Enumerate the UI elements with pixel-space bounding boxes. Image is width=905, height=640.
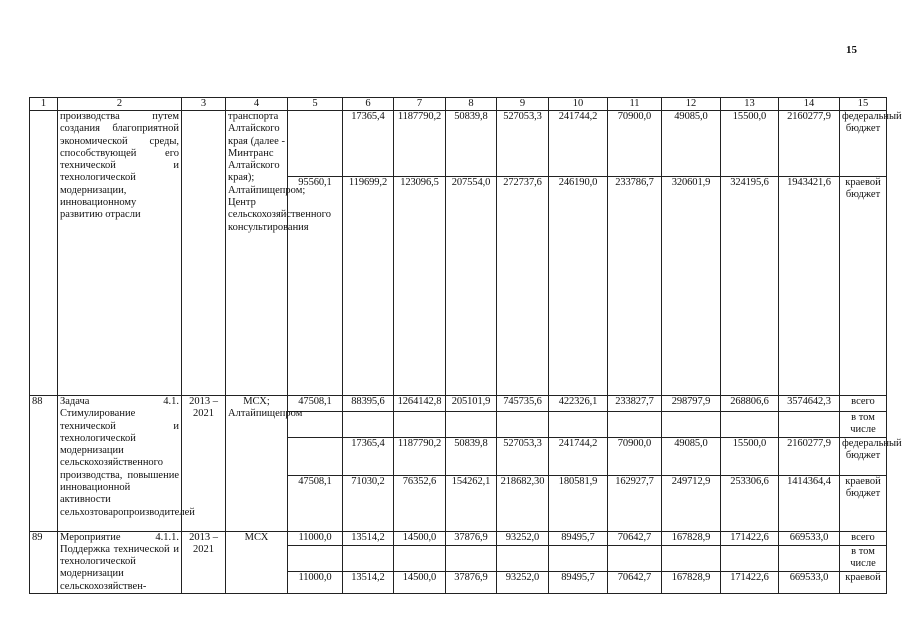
value-cell xyxy=(779,545,840,571)
source-cell: всего xyxy=(840,396,887,412)
header-cell: 11 xyxy=(608,98,662,111)
value-cell: 11000,0 xyxy=(288,571,343,593)
value-cell xyxy=(721,412,779,438)
value-cell xyxy=(779,412,840,438)
source-cell: федеральный бюджет xyxy=(840,437,887,475)
header-cell: 15 xyxy=(840,98,887,111)
value-cell: 1943421,6 xyxy=(779,177,840,396)
value-cell: 1187790,2 xyxy=(394,111,446,177)
value-cell: 527053,3 xyxy=(497,437,549,475)
value-cell: 123096,5 xyxy=(394,177,446,396)
value-cell: 205101,9 xyxy=(446,396,497,412)
value-cell: 298797,9 xyxy=(662,396,721,412)
value-cell: 669533,0 xyxy=(779,531,840,545)
value-cell: 119699,2 xyxy=(343,177,394,396)
value-cell: 76352,6 xyxy=(394,475,446,531)
value-cell: 17365,4 xyxy=(343,111,394,177)
value-cell: 50839,8 xyxy=(446,437,497,475)
value-cell: 218682,30 xyxy=(497,475,549,531)
value-cell: 95560,1 xyxy=(288,177,343,396)
value-cell xyxy=(446,412,497,438)
executor-cell: МСХ; Алтайпищепром xyxy=(226,396,288,532)
value-cell: 13514,2 xyxy=(343,571,394,593)
value-cell: 37876,9 xyxy=(446,531,497,545)
value-cell: 246190,0 xyxy=(549,177,608,396)
value-cell: 154262,1 xyxy=(446,475,497,531)
value-cell: 14500,0 xyxy=(394,571,446,593)
value-cell xyxy=(446,545,497,571)
row-number-cell: 88 xyxy=(30,396,58,532)
value-cell: 233786,7 xyxy=(608,177,662,396)
value-cell: 49085,0 xyxy=(662,437,721,475)
source-cell: в том числе xyxy=(840,412,887,438)
budget-table xyxy=(29,97,902,594)
value-cell: 88395,6 xyxy=(343,396,394,412)
header-cell: 4 xyxy=(226,98,288,111)
value-cell xyxy=(343,412,394,438)
row-number-cell xyxy=(30,111,58,396)
value-cell xyxy=(394,412,446,438)
value-cell: 11000,0 xyxy=(288,531,343,545)
value-cell xyxy=(549,545,608,571)
value-cell xyxy=(549,412,608,438)
table-row xyxy=(30,396,887,412)
value-cell: 15500,0 xyxy=(721,437,779,475)
header-cell: 6 xyxy=(343,98,394,111)
table-row xyxy=(30,111,887,177)
executor-cell: транспорта Алтайского края (далее - Минтранс Алтайского края); Алтайпищепром; Центр сельскохозяйственного консультирования xyxy=(226,111,288,396)
header-cell: 14 xyxy=(779,98,840,111)
value-cell: 2160277,9 xyxy=(779,437,840,475)
value-cell: 171422,6 xyxy=(721,571,779,593)
value-cell: 167828,9 xyxy=(662,571,721,593)
value-cell: 93252,0 xyxy=(497,571,549,593)
header-cell: 7 xyxy=(394,98,446,111)
header-cell: 3 xyxy=(182,98,226,111)
source-cell: федеральный бюджет xyxy=(840,111,887,177)
header-cell: 8 xyxy=(446,98,497,111)
value-cell: 233827,7 xyxy=(608,396,662,412)
value-cell: 37876,9 xyxy=(446,571,497,593)
header-cell: 13 xyxy=(721,98,779,111)
value-cell: 527053,3 xyxy=(497,111,549,177)
value-cell: 13514,2 xyxy=(343,531,394,545)
value-cell: 2160277,9 xyxy=(779,111,840,177)
value-cell: 241744,2 xyxy=(549,111,608,177)
period-cell xyxy=(182,111,226,396)
value-cell xyxy=(497,412,549,438)
description-cell: Мероприятие 4.1.1. Поддержка технической и технологической модернизации сельскохозяйствен- xyxy=(58,531,182,593)
header-cell: 9 xyxy=(497,98,549,111)
value-cell xyxy=(288,545,343,571)
source-cell: всего xyxy=(840,531,887,545)
value-cell: 272737,6 xyxy=(497,177,549,396)
value-cell xyxy=(608,412,662,438)
value-cell xyxy=(343,545,394,571)
value-cell: 162927,7 xyxy=(608,475,662,531)
value-cell xyxy=(288,437,343,475)
description-cell: производства путем создания благоприятной экономической среды, способствующей его технической и технологической модернизации, инновационному развитию отрасли xyxy=(58,111,182,396)
value-cell: 1414364,4 xyxy=(779,475,840,531)
value-cell: 71030,2 xyxy=(343,475,394,531)
row-number-cell: 89 xyxy=(30,531,58,593)
value-cell xyxy=(662,545,721,571)
header-cell: 5 xyxy=(288,98,343,111)
value-cell: 745735,6 xyxy=(497,396,549,412)
value-cell xyxy=(662,412,721,438)
value-cell: 70900,0 xyxy=(608,111,662,177)
value-cell xyxy=(497,545,549,571)
header-cell: 10 xyxy=(549,98,608,111)
value-cell: 50839,8 xyxy=(446,111,497,177)
value-cell: 89495,7 xyxy=(549,531,608,545)
value-cell: 14500,0 xyxy=(394,531,446,545)
value-cell: 70642,7 xyxy=(608,531,662,545)
value-cell: 70900,0 xyxy=(608,437,662,475)
page-number: 15 xyxy=(846,44,857,56)
value-cell: 253306,6 xyxy=(721,475,779,531)
source-cell: краевой бюджет xyxy=(840,475,887,531)
value-cell: 1264142,8 xyxy=(394,396,446,412)
value-cell: 171422,6 xyxy=(721,531,779,545)
value-cell: 180581,9 xyxy=(549,475,608,531)
header-cell: 1 xyxy=(30,98,58,111)
value-cell: 268806,6 xyxy=(721,396,779,412)
executor-cell: МСХ xyxy=(226,531,288,593)
value-cell: 93252,0 xyxy=(497,531,549,545)
source-cell: краевой бюджет xyxy=(840,177,887,396)
value-cell: 422326,1 xyxy=(549,396,608,412)
period-cell: 2013 – 2021 xyxy=(182,531,226,593)
value-cell: 167828,9 xyxy=(662,531,721,545)
header-row xyxy=(30,98,887,111)
period-cell: 2013 – 2021 xyxy=(182,396,226,532)
value-cell: 17365,4 xyxy=(343,437,394,475)
header-cell: 12 xyxy=(662,98,721,111)
value-cell: 89495,7 xyxy=(549,571,608,593)
value-cell xyxy=(394,545,446,571)
value-cell: 49085,0 xyxy=(662,111,721,177)
value-cell: 3574642,3 xyxy=(779,396,840,412)
value-cell: 241744,2 xyxy=(549,437,608,475)
value-cell: 249712,9 xyxy=(662,475,721,531)
value-cell: 70642,7 xyxy=(608,571,662,593)
value-cell xyxy=(288,111,343,177)
value-cell: 47508,1 xyxy=(288,475,343,531)
value-cell: 669533,0 xyxy=(779,571,840,593)
source-cell: в том числе xyxy=(840,545,887,571)
source-cell: краевой xyxy=(840,571,887,593)
value-cell: 1187790,2 xyxy=(394,437,446,475)
value-cell xyxy=(608,545,662,571)
header-cell: 2 xyxy=(58,98,182,111)
value-cell: 207554,0 xyxy=(446,177,497,396)
description-cell: Задача 4.1. Стимулирование технической и технологической модернизации сельскохозяйственного производства, повышение инновационной активности сельхозтоваропроизводителей xyxy=(58,396,182,532)
value-cell: 47508,1 xyxy=(288,396,343,412)
value-cell: 324195,6 xyxy=(721,177,779,396)
value-cell xyxy=(721,545,779,571)
table-row xyxy=(30,531,887,545)
value-cell: 320601,9 xyxy=(662,177,721,396)
value-cell: 15500,0 xyxy=(721,111,779,177)
